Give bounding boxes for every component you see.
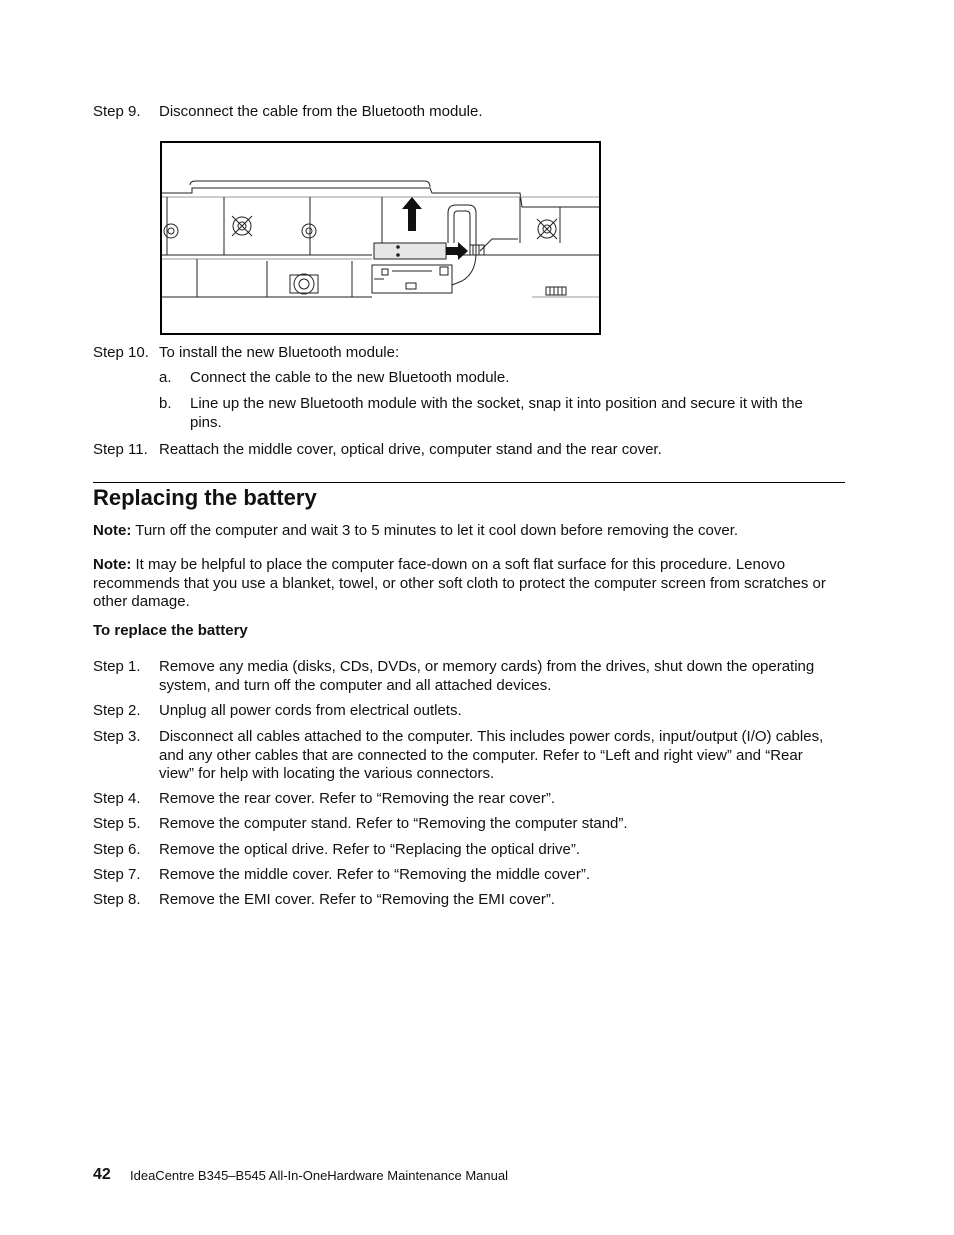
step-10-text: To install the new Bluetooth module: — [159, 344, 400, 361]
step-1-label: Step 1. — [93, 658, 141, 675]
note-1-label: Note: — [93, 522, 132, 539]
step-4-text: Remove the rear cover. Refer to “Removing the rear cover”. — [159, 790, 555, 807]
step-7-label: Step 7. — [93, 866, 141, 883]
step-6-label: Step 6. — [93, 841, 141, 858]
step-3-text: Disconnect all cables attached to the computer. This includes power cords, input/output (I/O) cables, and any other cables that are connected to the computer. Refer to “Left and right view” and “Rear view” for help with locating the various connectors. — [159, 728, 824, 782]
step-8-text: Remove the EMI cover. Refer to “Removing the EMI cover”. — [159, 891, 555, 908]
bluetooth-module-illustration — [160, 141, 601, 335]
step-9-label: Step 9. — [93, 103, 141, 120]
step-1-text: Remove any media (disks, CDs, DVDs, or memory cards) from the drives, shut down the operating system, and turn off the computer and all attached devices. — [159, 658, 815, 694]
step-8-label: Step 8. — [93, 891, 141, 908]
step-4-label: Step 4. — [93, 790, 141, 807]
section-divider — [93, 482, 845, 483]
substep-b-label: b. — [159, 395, 172, 412]
step-10-label: Step 10. — [93, 344, 149, 361]
note-2-text: It may be helpful to place the computer face-down on a soft flat surface for this procedure. Lenovo recommends that you use a blanket, towel, or other soft cloth to protect the computer screen from scratches or other damage. — [93, 556, 826, 610]
substep-b-text: Line up the new Bluetooth module with the socket, snap it into position and secure it with the pins. — [190, 395, 803, 431]
step-5-text: Remove the computer stand. Refer to “Removing the computer stand”. — [159, 815, 628, 832]
step-2-label: Step 2. — [93, 702, 141, 719]
step-7-text: Remove the middle cover. Refer to “Removing the middle cover”. — [159, 866, 591, 883]
step-5-label: Step 5. — [93, 815, 141, 832]
step-11-label: Step 11. — [93, 441, 148, 458]
section-title: Replacing the battery — [93, 485, 317, 510]
step-9-text: Disconnect the cable from the Bluetooth module. — [159, 103, 483, 120]
procedure-heading: To replace the battery — [93, 622, 248, 639]
step-2-text: Unplug all power cords from electrical outlets. — [159, 702, 462, 719]
step-3-label: Step 3. — [93, 728, 141, 745]
bluetooth-module-drawing — [162, 143, 599, 333]
note-1-text: Turn off the computer and wait 3 to 5 minutes to let it cool down before removing the cover. — [135, 522, 739, 539]
note-1 — [93, 522, 848, 541]
step-11-text: Reattach the middle cover, optical drive, computer stand and the rear cover. — [159, 441, 662, 458]
substep-a-label: a. — [159, 369, 172, 386]
step-6-text: Remove the optical drive. Refer to “Replacing the optical drive”. — [159, 841, 581, 858]
page-number: 42 — [93, 1166, 111, 1183]
note-2-label: Note: — [93, 556, 132, 573]
substep-a-text: Connect the cable to the new Bluetooth module. — [190, 369, 510, 386]
footer-title: IdeaCentre B345–B545 All-In-OneHardware Maintenance Manual — [130, 1168, 508, 1183]
note-2 — [93, 556, 848, 612]
